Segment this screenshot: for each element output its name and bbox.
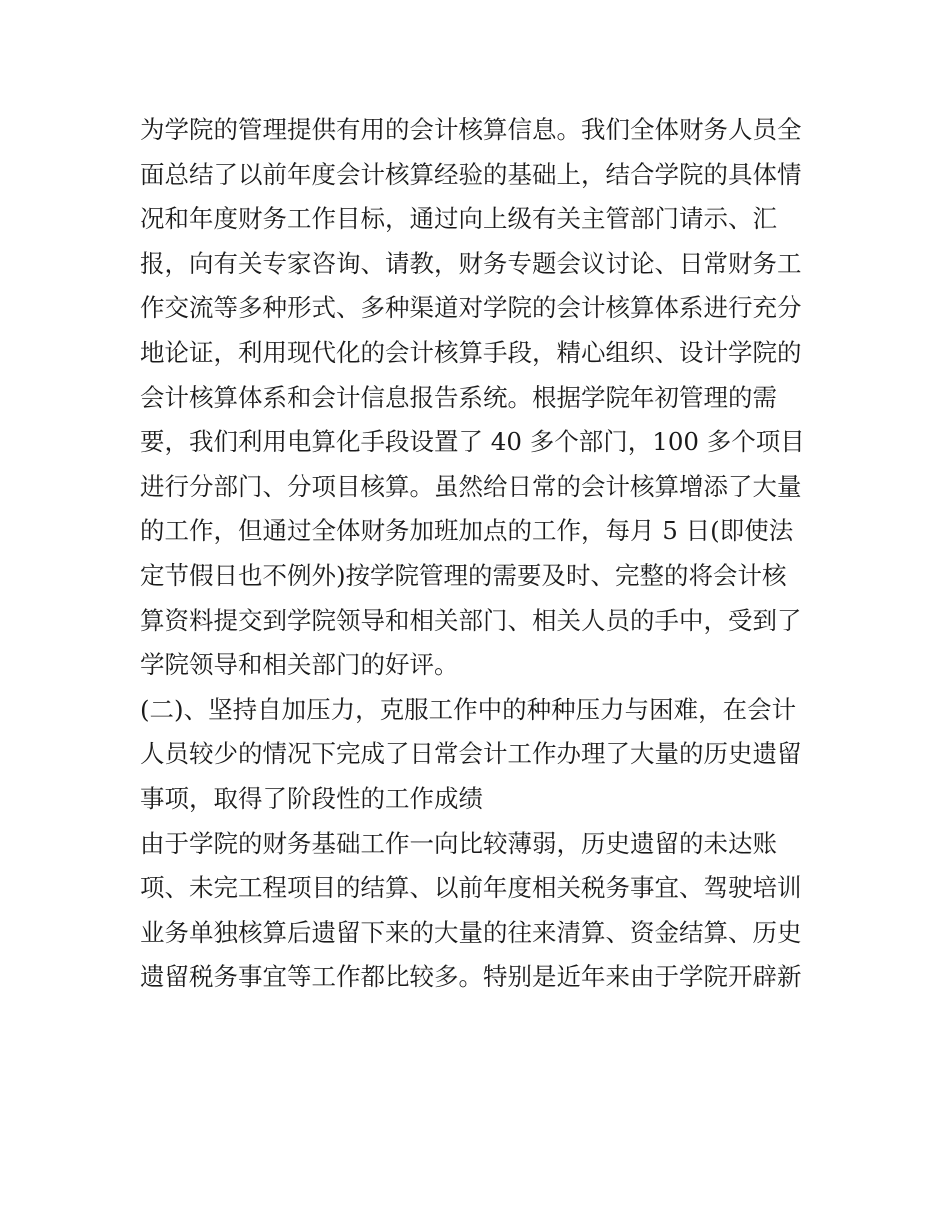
text-line: 进行分部门、分项目核算。虽然给日常的会计核算增添了大量	[140, 471, 802, 501]
text-line: 项、未完工程项目的结算、以前年度相关税务事宜、驾驶培训	[140, 873, 802, 903]
text-line: 定节假日也不例外)按学院管理的需要及时、完整的将会计核	[140, 560, 787, 590]
text-line: 的工作，但通过全体财务加班加点的工作，每月 5 日(即使法	[140, 516, 794, 546]
text-line: 地论证，利用现代化的会计核算手段，精心组织、设计学院的	[140, 337, 802, 367]
text-line: 况和年度财务工作目标，通过向上级有关主管部门请示、汇	[140, 204, 777, 234]
text-line: 面总结了以前年度会计核算经验的基础上，结合学院的具体情	[140, 159, 802, 189]
text-line: 为学院的管理提供有用的会计核算信息。我们全体财务人员全	[140, 115, 802, 144]
section-heading-line: 人员较少的情况下完成了日常会计工作办理了大量的历史遗留	[140, 739, 802, 769]
text-line: 业务单独核算后遗留下来的大量的往来清算、资金结算、历史	[140, 917, 802, 947]
section-heading-line: 事项，取得了阶段性的工作成绩	[140, 783, 483, 813]
text-line: 作交流等多种形式、多种渠道对学院的会计核算体系进行充分	[140, 293, 802, 323]
document-body	[140, 108, 820, 1000]
text-line: 由于学院的财务基础工作一向比较薄弱，历史遗留的未达账	[140, 828, 777, 858]
text-line: 会计核算体系和会计信息报告系统。根据学院年初管理的需	[140, 382, 777, 412]
text-line: 要，我们利用电算化手段设置了 40 多个部门，100 多个项目	[140, 427, 805, 457]
text-line: 学院领导和相关部门的好评。	[140, 650, 459, 680]
text-line: 算资料提交到学院领导和相关部门、相关人员的手中，受到了	[140, 605, 802, 635]
text-line: 报，向有关专家咨询、请教，财务专题会议讨论、日常财务工	[140, 248, 802, 278]
section-heading-line: (二)、坚持自加压力，克服工作中的种种压力与困难，在会计	[140, 694, 797, 724]
text-line: 遗留税务事宜等工作都比较多。特别是近年来由于学院开辟新	[140, 962, 802, 992]
